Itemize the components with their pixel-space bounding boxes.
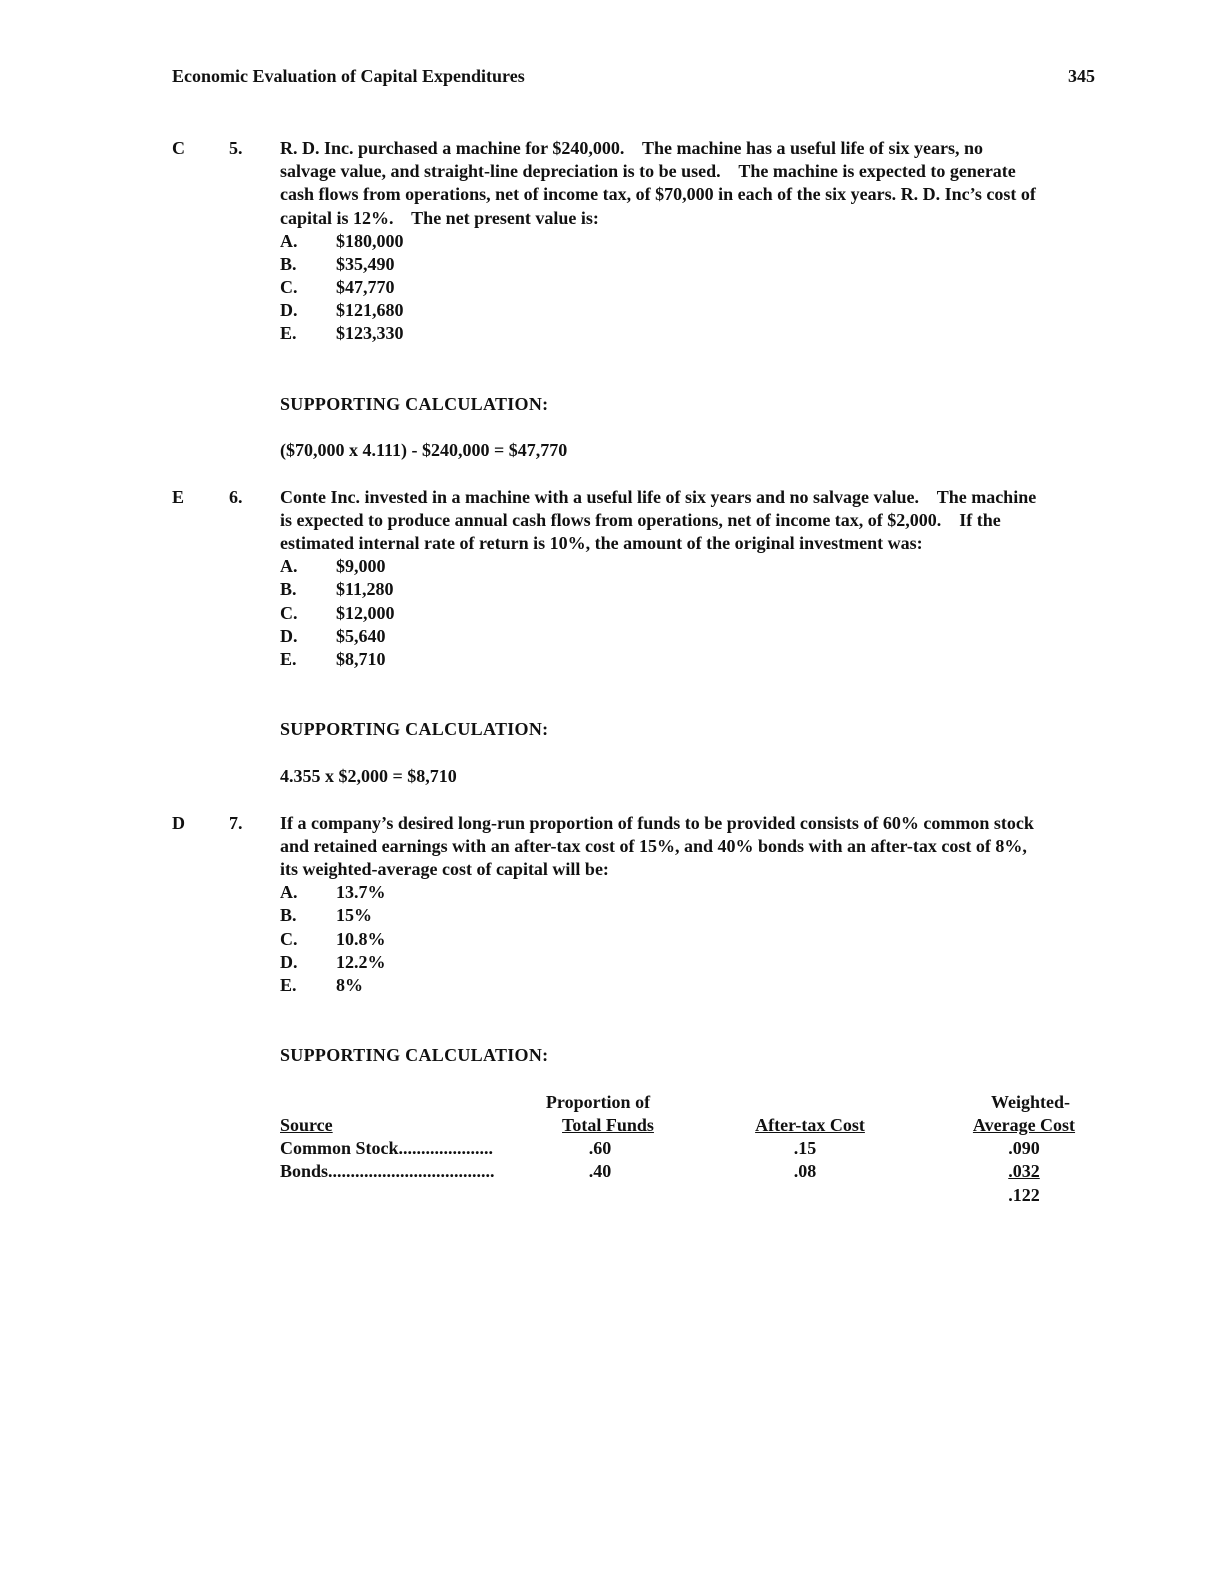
option-value: 13.7% [336, 882, 386, 902]
answer-key: D [172, 813, 185, 833]
option-value: $47,770 [336, 277, 395, 297]
row-weighted: .032 [1008, 1161, 1040, 1181]
option-letter: B. [280, 254, 297, 274]
question-stem-line: and retained earnings with an after-tax cost of 15%, and 40% bonds with an after-tax cost of 8%, [280, 836, 1027, 856]
col-header-proportion-1: Proportion of [545, 1092, 651, 1112]
question-stem-line: is expected to produce annual cash flows from operations, net of income tax, of $2,000. If the [280, 510, 1001, 530]
option-letter: B. [280, 579, 297, 599]
question-number: 7. [229, 813, 243, 833]
option-letter: E. [280, 323, 297, 343]
answer-key: E [172, 487, 185, 507]
option-value: 15% [336, 905, 372, 925]
option-letter: D. [280, 626, 298, 646]
option-value: 8% [336, 975, 363, 995]
supporting-calculation: ($70,000 x 4.111) - $240,000 = $47,770 [280, 440, 568, 460]
option-value: $9,000 [336, 556, 386, 576]
question-number: 5. [229, 138, 243, 158]
question-stem-line: R. D. Inc. purchased a machine for $240,000. The machine has a useful life of six years, no [280, 138, 984, 158]
row-cost: .15 [793, 1138, 817, 1158]
option-letter: B. [280, 905, 297, 925]
option-value: $11,280 [336, 579, 394, 599]
question-stem-line: salvage value, and straight-line depreciation is to be used. The machine is expected to generate [280, 161, 1016, 181]
option-letter: E. [280, 649, 297, 669]
question-stem-line: its weighted-average cost of capital will be: [280, 859, 609, 879]
option-letter: D. [280, 300, 298, 320]
row-source: Common Stock..................... [280, 1138, 494, 1158]
option-letter: A. [280, 231, 298, 251]
col-header-weighted-2: Average Cost [972, 1115, 1076, 1135]
option-value: $121,680 [336, 300, 404, 320]
question-stem-line: capital is 12%. The net present value is: [280, 208, 599, 228]
option-letter: E. [280, 975, 297, 995]
supporting-calculation-heading: SUPPORTING CALCULATION: [280, 1045, 549, 1065]
col-header-source: Source [280, 1115, 333, 1135]
option-value: $12,000 [336, 603, 395, 623]
page-number: 345 [1068, 66, 1095, 86]
supporting-calculation: 4.355 x $2,000 = $8,710 [280, 766, 457, 786]
page-header-title: Economic Evaluation of Capital Expenditures [172, 66, 525, 86]
row-proportion: .40 [588, 1161, 612, 1181]
option-letter: A. [280, 882, 298, 902]
option-letter: D. [280, 952, 298, 972]
row-weighted: .090 [1008, 1138, 1040, 1158]
option-letter: A. [280, 556, 298, 576]
option-letter: C. [280, 929, 298, 949]
question-stem-line: cash flows from operations, net of income tax, of $70,000 in each of the six years. R. D. Inc’s cost of [280, 184, 1036, 204]
supporting-calculation-heading: SUPPORTING CALCULATION: [280, 719, 549, 739]
col-header-proportion-2: Total Funds [562, 1115, 654, 1135]
option-value: 10.8% [336, 929, 386, 949]
supporting-calculation-heading: SUPPORTING CALCULATION: [280, 394, 549, 414]
option-value: $5,640 [336, 626, 386, 646]
option-value: $8,710 [336, 649, 386, 669]
row-cost: .08 [793, 1161, 817, 1181]
answer-key: C [172, 138, 185, 158]
total-weighted: .122 [1008, 1185, 1040, 1205]
row-source: Bonds..................................... [280, 1161, 495, 1181]
question-number: 6. [229, 487, 243, 507]
question-stem-line: If a company’s desired long-run proportion of funds to be provided consists of 60% common stock [280, 813, 1034, 833]
option-letter: C. [280, 277, 298, 297]
option-value: $123,330 [336, 323, 404, 343]
option-value: $35,490 [336, 254, 395, 274]
option-letter: C. [280, 603, 298, 623]
option-value: $180,000 [336, 231, 404, 251]
option-value: 12.2% [336, 952, 386, 972]
row-proportion: .60 [588, 1138, 612, 1158]
question-stem-line: estimated internal rate of return is 10%, the amount of the original investment was: [280, 533, 923, 553]
col-header-weighted-1: Weighted- [991, 1092, 1070, 1112]
col-header-cost: After-tax Cost [755, 1115, 865, 1135]
question-stem-line: Conte Inc. invested in a machine with a useful life of six years and no salvage value. The machine [280, 487, 1037, 507]
